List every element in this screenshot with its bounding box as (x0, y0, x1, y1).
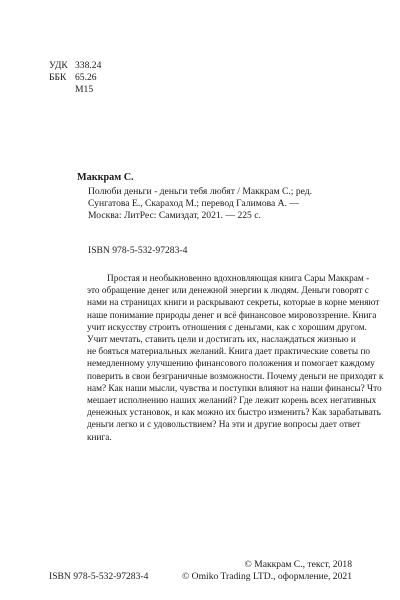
bibliographic-line: Москва: ЛитРес: Самиздат, 2021. — 225 с. (88, 210, 261, 221)
annotation-line: мешает исполнению наших желаний? Где лежит корень всех негативных (87, 396, 377, 407)
annotation-line: денежных установок, и как можно их быстро изменить? Как зарабатывать (87, 408, 381, 419)
author-heading: Маккрам С. (77, 172, 134, 183)
author-mark: М15 (75, 84, 94, 95)
annotation-line: деньги легко и с удовольствием? На эти и другие вопросы дает ответ (87, 420, 361, 431)
annotation-line: наше понимание природы денег и всё финансовое мировоззрение. Книга (87, 310, 377, 321)
annotation-line: Учит мечтать, ставить цели и достигать их, наслаждаться жизнью и (87, 335, 356, 346)
annotation-line: это обращение денег или денежной энергии к людям. Деньги говорят с (87, 286, 369, 297)
annotation-line: Простая и необыкновенно вдохновляющая книга Сары Маккрам - (107, 274, 370, 284)
annotation-line: не бояться материальных желаний. Книга дает практические советы по (87, 347, 371, 358)
isbn: ISBN 978-5-532-97283-4 (88, 245, 188, 256)
annotation-line: учит искусству строить отношения с деньгами, как с хорошим другом. (87, 322, 367, 333)
annotation-line: поверить в свои безграничные возможности. Почему деньги не приходят к (87, 371, 384, 382)
copyright-notice (182, 559, 352, 583)
annotation (87, 273, 384, 444)
footer-isbn: ISBN 978-5-532-97283-4 (49, 571, 149, 582)
annotation-line: книга. (87, 432, 112, 443)
copyright-line: © Маккрам С., текст, 2018 (244, 559, 352, 570)
annotation-line: нам? Как наши мысли, чувства и поступки влияют на наши финансы? Что (87, 383, 382, 394)
udk-value: 338.24 (75, 60, 102, 71)
annotation-line: немедленному улучшению финансового положения и помогает каждому (87, 359, 375, 370)
bibliographic-line: Сунгатова Е., Скараход М.; перевод Галимова А. — (88, 198, 299, 209)
udk-label: УДК (49, 60, 68, 71)
bbk-value: 65.26 (75, 72, 97, 83)
bibliographic-line: Полюби деньги - деньги тебя любят / Маккрам С.; ред. (88, 186, 313, 197)
bibliographic-description (88, 186, 348, 222)
copyright-line: © Omiko Trading LTD., оформление, 2021 (181, 571, 352, 582)
bbk-label: ББК (49, 72, 67, 83)
annotation-line: нами на страницах книги и раскрывают секреты, которые в корне меняют (87, 298, 380, 309)
